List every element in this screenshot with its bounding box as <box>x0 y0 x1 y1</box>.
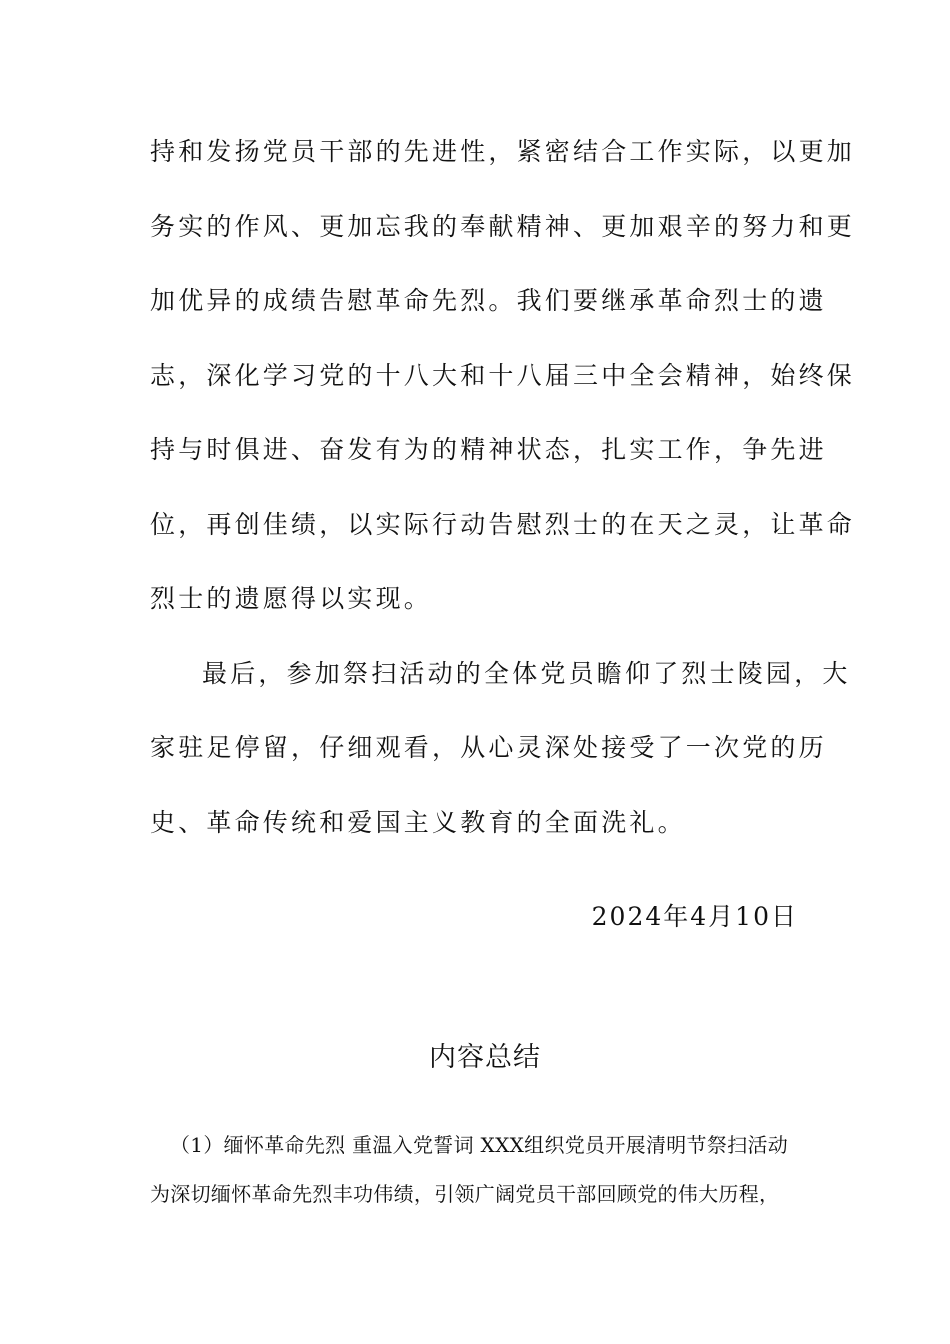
body-text <box>150 122 856 867</box>
summary-title: 内容总结 <box>429 1042 541 1073</box>
body-line: 位，再创佳绩，以实际行动告慰烈士的在天之灵，让革命 <box>150 509 856 539</box>
body-line: 持与时俱进、奋发有为的精神状态，扎实工作，争先进 <box>150 435 827 464</box>
body-line-paragraph-start: 最后，参加祭扫活动的全体党员瞻仰了烈士陵园，大 <box>202 658 851 688</box>
body-line: 加优异的成绩告慰革命先烈。我们要继承革命烈士的遗 <box>150 286 827 315</box>
document-date: 2024年4月10日 <box>591 902 798 931</box>
summary-text <box>150 1124 810 1222</box>
body-line: 烈士的遗愿得以实现。 <box>150 584 433 613</box>
summary-line: （1）缅怀革命先烈 重温入党誓词 XXX组织党员开展清明节祭扫活动 <box>170 1133 789 1157</box>
body-line: 持和发扬党员干部的先进性，紧密结合工作实际，以更加 <box>150 137 856 166</box>
body-line: 家驻足停留，仔细观看，从心灵深处接受了一次党的历 <box>150 733 827 762</box>
body-line: 志，深化学习党的十八大和十八届三中全会精神，始终保 <box>150 360 856 390</box>
body-line: 务实的作风、更加忘我的奉献精神、更加艰辛的努力和更 <box>150 211 856 241</box>
summary-line: 为深切缅怀革命先烈丰功伟绩，引领广阔党员干部回顾党的伟大历程， <box>150 1182 780 1206</box>
body-line: 史、革命传统和爱国主义教育的全面洗礼。 <box>150 807 686 837</box>
